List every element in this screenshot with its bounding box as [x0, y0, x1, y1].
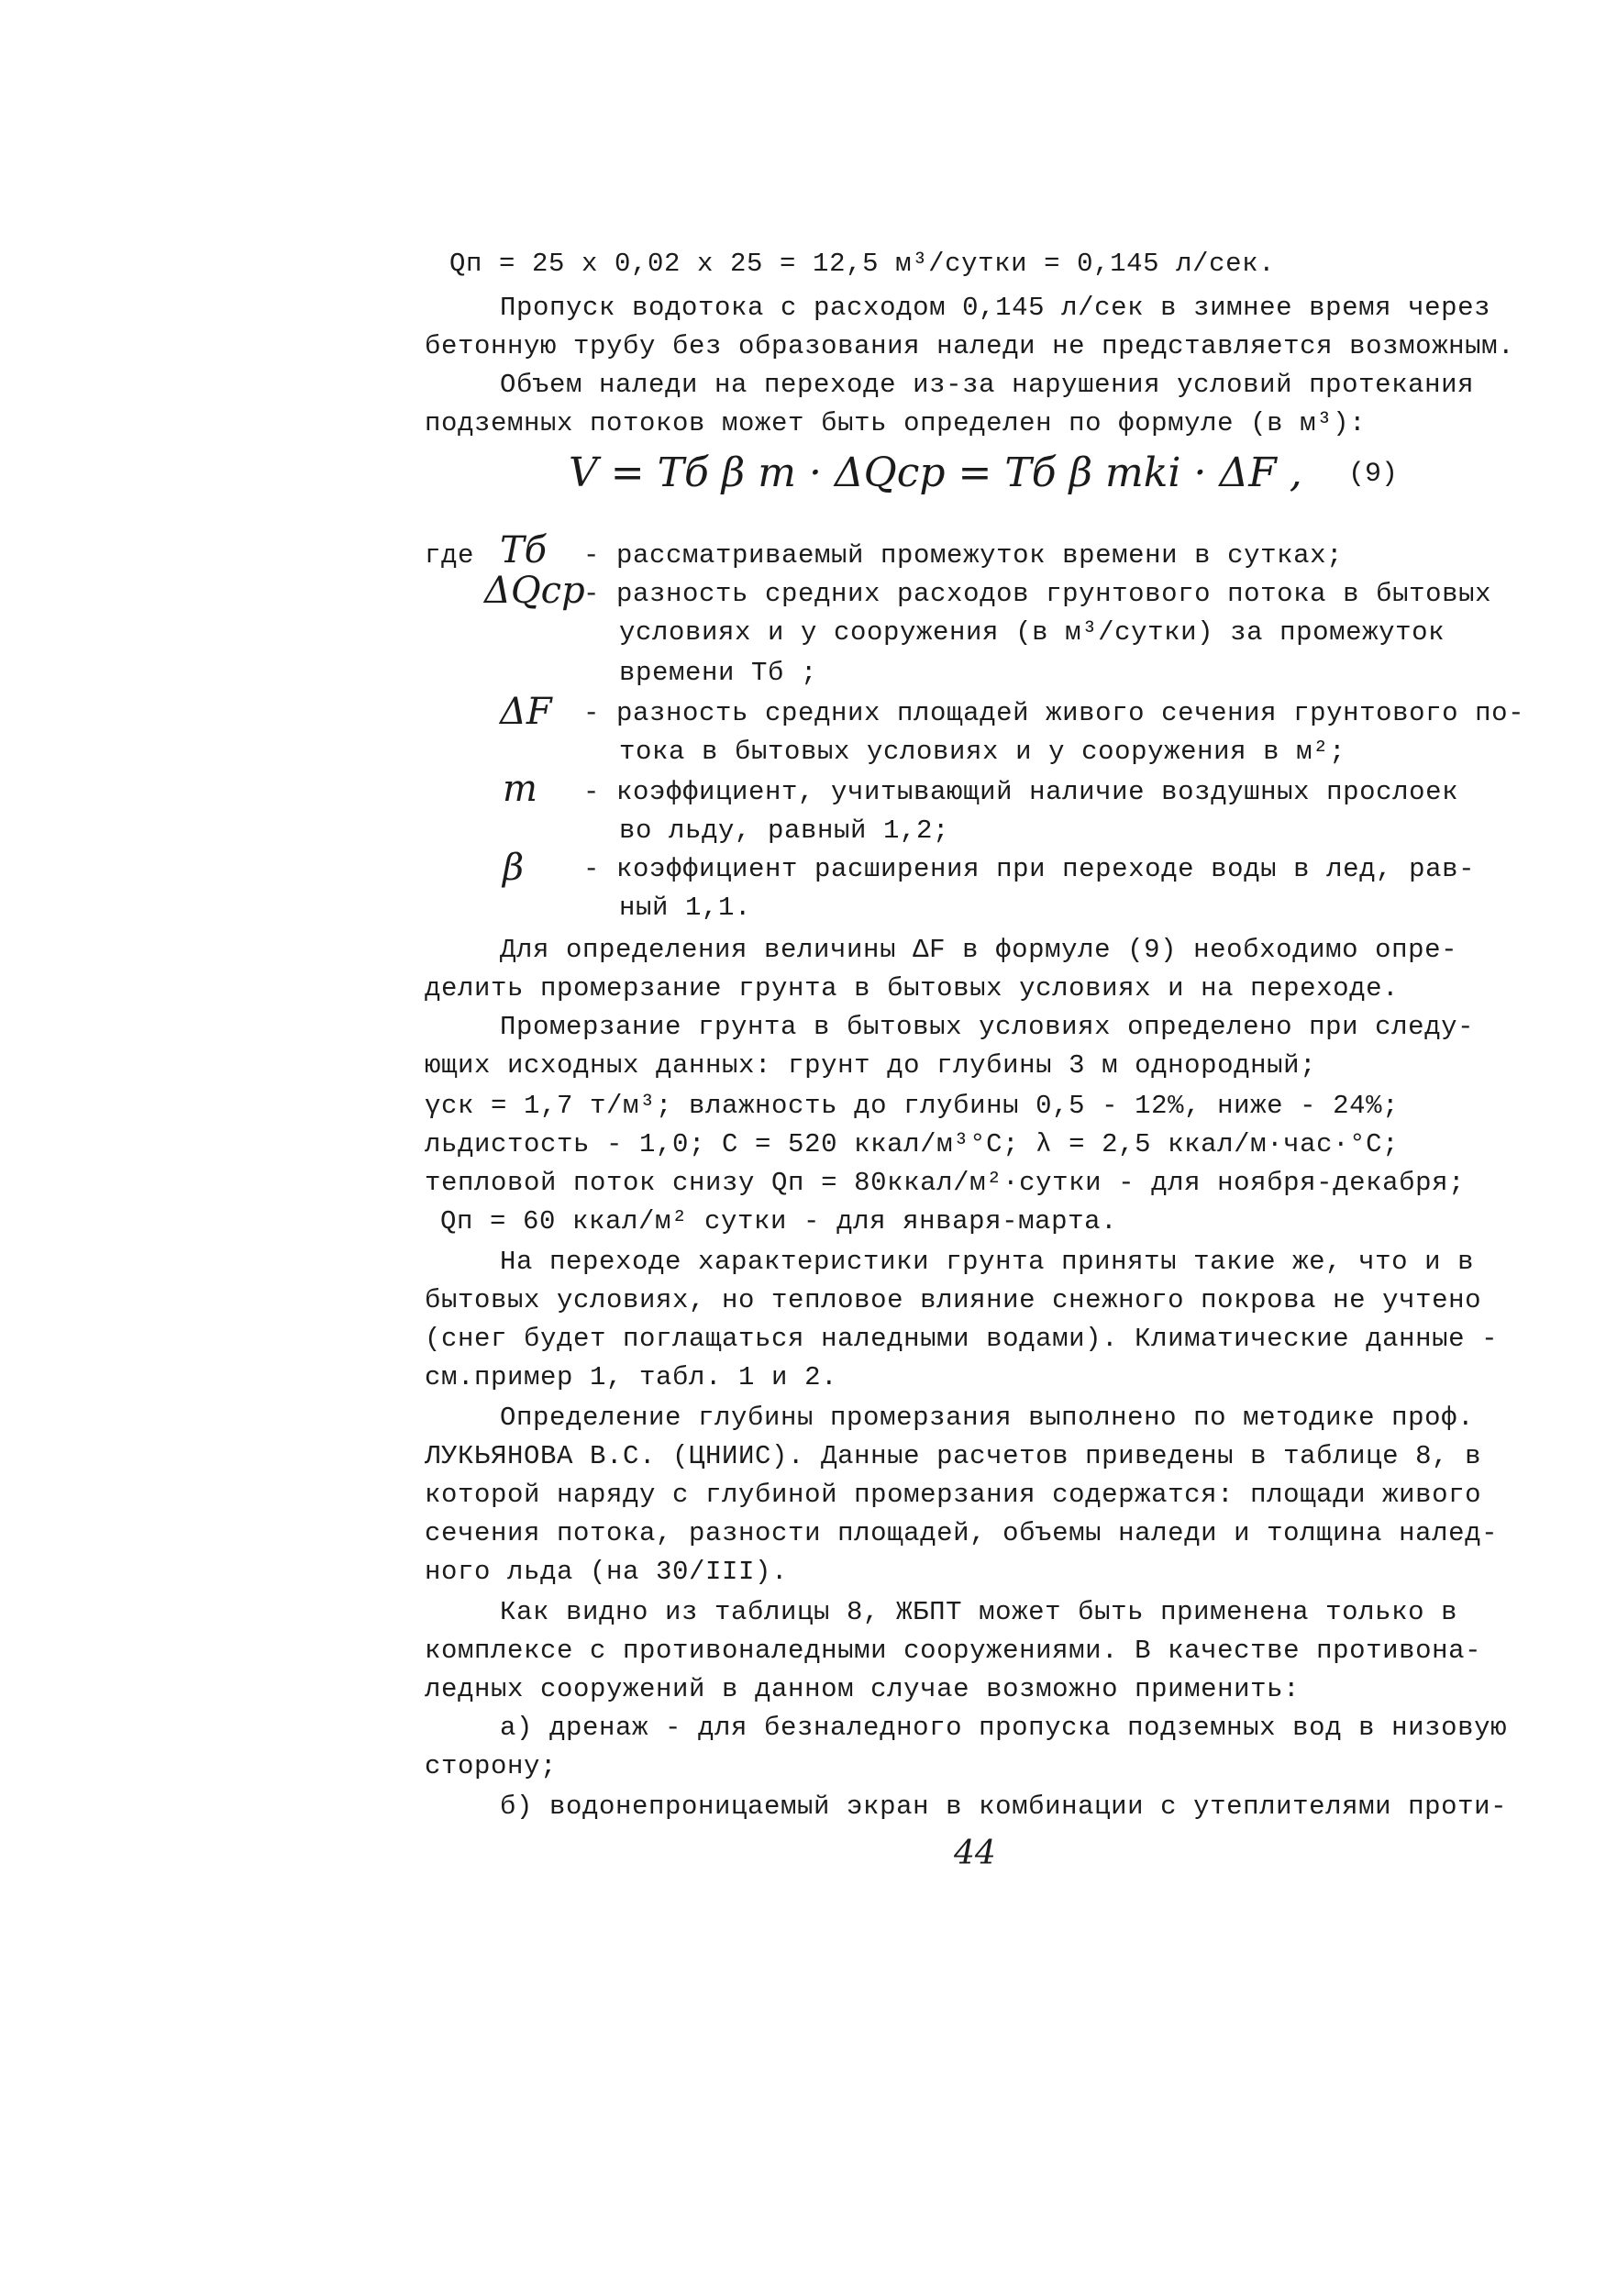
- para3-line-1: Для определения величины ΔF в формуле (9) необходимо опре-: [500, 935, 1458, 965]
- para6-line-2: ЛУКЬЯНОВА В.С. (ЦНИИС). Данные расчетов приведены в таблице 8, в: [425, 1441, 1482, 1471]
- para4-line-6: Qп = 60 ккал/м² сутки - для января-марта.: [440, 1206, 1118, 1237]
- symbol-beta: β: [503, 847, 525, 889]
- def-T-line-1: - рассматриваемый промежуток времени в сутках;: [583, 540, 1344, 571]
- para3-line-2: делить промерзание грунта в бытовых условиях и на переходе.: [425, 973, 1400, 1004]
- para2-line-2: подземных потоков может быть определен по формуле (в м³):: [425, 408, 1367, 438]
- para5-line-3: (снег будет поглащаться наледными водами). Климатические данные -: [425, 1324, 1499, 1354]
- para7-line-2: комплексе с противоналедными сооружениями. В качестве противона-: [425, 1636, 1482, 1666]
- para2-line-1: Объем наледи на переходе из-за нарушения условий протекания: [500, 370, 1475, 400]
- symbol-dQ: ΔQср: [484, 570, 585, 612]
- para6-line-5: ного льда (на 30/III).: [425, 1557, 789, 1587]
- symbol-dF: ΔF: [500, 691, 552, 733]
- para6-line-3: которой наряду с глубиной промерзания содержатся: площади живого: [425, 1480, 1482, 1510]
- para5-line-2: бытовых условиях, но тепловое влияние снежного покрова не учтено: [425, 1285, 1482, 1315]
- para7-line-1: Как видно из таблицы 8, ЖБПТ может быть применена только в: [500, 1597, 1458, 1627]
- formula-number: (9): [1348, 459, 1399, 490]
- para1-line-1: Пропуск водотока с расходом 0,145 л/сек в зимнее время через: [500, 293, 1491, 323]
- item-a-line-1: а) дренаж - для безналедного пропуска подземных вод в низовую: [500, 1713, 1508, 1743]
- def-dF-line-1: - разность средних площадей живого сечения грунтового по-: [583, 698, 1525, 728]
- def-beta-line-2: ный 1,1.: [619, 893, 752, 923]
- formula-9: V = Tб β m · ΔQср = Tб β mki · ΔF ,: [569, 449, 1302, 496]
- symbol-T: Tб: [500, 529, 548, 571]
- para7-line-3: ледных сооружений в данном случае возможно применить:: [425, 1674, 1301, 1704]
- para4-line-5: тепловой поток снизу Qп = 80ккал/м²·сутки - для ноября-декабря;: [425, 1168, 1466, 1198]
- page-number: 44: [954, 1835, 996, 1872]
- para4-line-4: льдистость - 1,0; C = 520 ккал/м³°C; λ = 2,5 ккал/м·час·°C;: [425, 1129, 1400, 1159]
- para5-line-1: На переходе характеристики грунта приняты такие же, что и в: [500, 1247, 1475, 1277]
- symbol-m: m: [503, 768, 537, 810]
- item-b-line-1: б) водонепроницаемый экран в комбинации с утеплителями проти-: [500, 1791, 1508, 1822]
- calc-line: Qп = 25 х 0,02 х 25 = 12,5 м³/сутки = 0,145 л/сек.: [449, 249, 1276, 279]
- item-a-line-2: сторону;: [425, 1751, 558, 1781]
- para4-line-1: Промерзание грунта в бытовых условиях определено при следу-: [500, 1012, 1475, 1042]
- def-dQ-line-2: условиях и у сооружения (в м³/сутки) за промежуток: [619, 617, 1445, 648]
- para6-line-4: сечения потока, разности площадей, объемы наледи и толщина налед-: [425, 1518, 1499, 1548]
- para4-line-3: γск = 1,7 т/м³; влажность до глубины 0,5 - 12%, ниже - 24%;: [425, 1091, 1400, 1121]
- def-m-line-2: во льду, равный 1,2;: [619, 815, 950, 846]
- para5-line-4: см.пример 1, табл. 1 и 2.: [425, 1362, 838, 1392]
- para1-line-2: бетонную трубу без образования наледи не представляется возможным.: [425, 331, 1515, 361]
- def-dQ-line-3: времени Tб ;: [619, 658, 818, 688]
- def-m-line-1: - коэффициент, учитывающий наличие воздушных прослоек: [583, 777, 1459, 807]
- para6-line-1: Определение глубины промерзания выполнено по методике проф.: [500, 1403, 1475, 1433]
- def-dQ-line-1: - разность средних расходов грунтового потока в бытовых: [583, 579, 1492, 609]
- where-word: где: [425, 540, 475, 571]
- def-dF-line-2: тока в бытовых условиях и у сооружения в м²;: [619, 737, 1346, 767]
- def-beta-line-1: - коэффициент расширения при переходе воды в лед, рав-: [583, 854, 1476, 884]
- para4-line-2: ющих исходных данных: грунт до глубины 3 м однородный;: [425, 1050, 1317, 1081]
